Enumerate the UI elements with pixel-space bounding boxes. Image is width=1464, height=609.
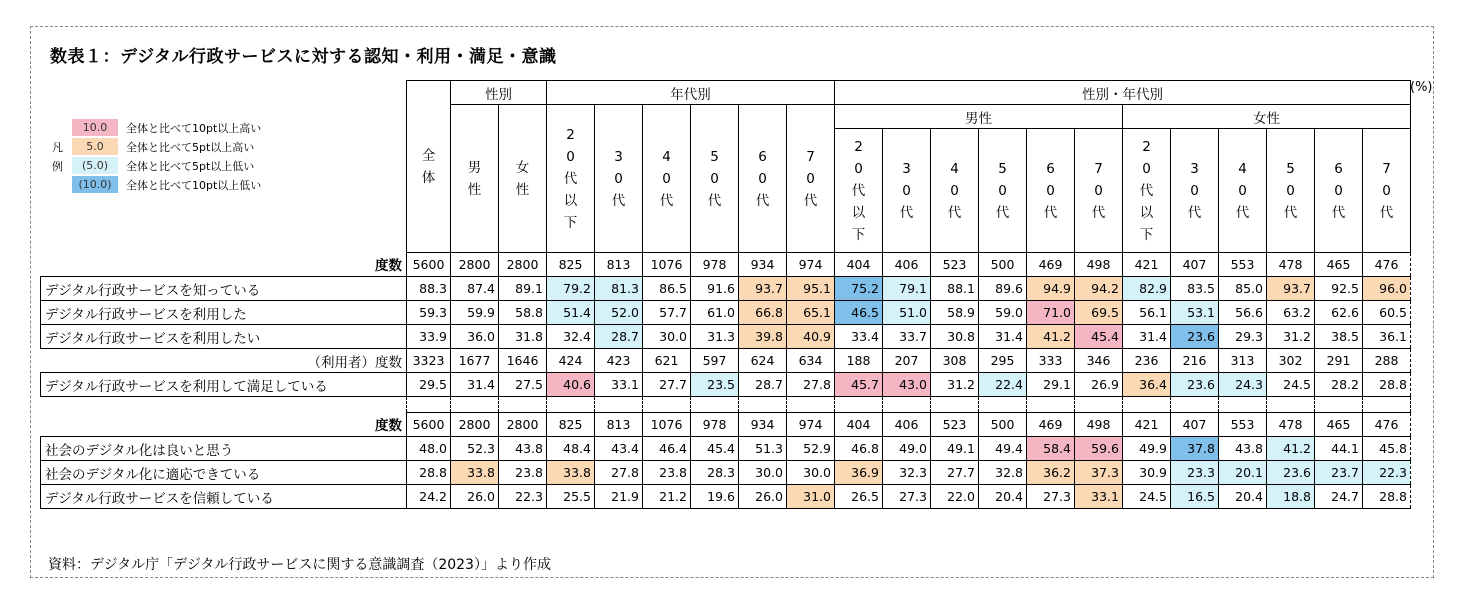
- value-cell: 82.9: [1123, 277, 1171, 301]
- value-cell: 28.3: [691, 461, 739, 485]
- value-cell: 57.7: [643, 301, 691, 325]
- table-row: [41, 349, 1411, 373]
- value-cell: 36.2: [1027, 461, 1075, 485]
- count-cell: 934: [739, 253, 787, 277]
- value-cell: 33.8: [547, 461, 595, 485]
- value-cell: 21.9: [595, 485, 643, 509]
- count-cell: 421: [1123, 253, 1171, 277]
- value-cell: 27.7: [643, 373, 691, 397]
- value-cell: 33.1: [1075, 485, 1123, 509]
- value-cell: 59.3: [407, 301, 451, 325]
- count-cell: 407: [1171, 253, 1219, 277]
- value-cell: 33.9: [407, 325, 451, 349]
- value-cell: 45.8: [1363, 437, 1411, 461]
- count-cell: 308: [931, 349, 979, 373]
- legend-text: 全体と比べて5pt以上高い: [126, 140, 255, 154]
- count-cell: 974: [787, 253, 835, 277]
- count-cell: 624: [739, 349, 787, 373]
- header-by-sex: 性別: [451, 81, 547, 105]
- table-body: [41, 253, 1411, 509]
- gap-cell: [1075, 397, 1123, 413]
- count-cell: 1076: [643, 413, 691, 437]
- value-cell: 31.4: [979, 325, 1027, 349]
- value-cell: 89.1: [499, 277, 547, 301]
- gap-cell: [835, 397, 883, 413]
- gap-cell: [739, 397, 787, 413]
- count-cell: 634: [787, 349, 835, 373]
- count-cell: 813: [595, 413, 643, 437]
- value-cell: 20.4: [979, 485, 1027, 509]
- header-male-50s: 50代: [979, 129, 1027, 253]
- value-cell: 20.1: [1219, 461, 1267, 485]
- value-cell: 43.4: [595, 437, 643, 461]
- value-cell: 65.1: [787, 301, 835, 325]
- gap-cell: [691, 397, 739, 413]
- count-cell: 5600: [407, 253, 451, 277]
- value-cell: 28.2: [1315, 373, 1363, 397]
- value-cell: 23.8: [643, 461, 691, 485]
- header-sex-female: 女性: [499, 105, 547, 253]
- value-cell: 56.1: [1123, 301, 1171, 325]
- legend-label-top: 凡: [52, 140, 63, 154]
- value-cell: 59.6: [1075, 437, 1123, 461]
- unit-label: (%): [1410, 80, 1433, 95]
- gap-cell: [451, 397, 499, 413]
- value-cell: 59.9: [451, 301, 499, 325]
- header-age-30s: 30代: [595, 105, 643, 253]
- gap-cell: [1315, 397, 1363, 413]
- count-cell: 934: [739, 413, 787, 437]
- count-cell: 813: [595, 253, 643, 277]
- header-age-40s: 40代: [643, 105, 691, 253]
- count-row-label: 度数: [375, 258, 402, 275]
- value-cell: 43.0: [883, 373, 931, 397]
- value-cell: 40.9: [787, 325, 835, 349]
- value-cell: 31.2: [931, 373, 979, 397]
- value-cell: 62.6: [1315, 301, 1363, 325]
- value-cell: 79.2: [547, 277, 595, 301]
- count-cell: 2800: [451, 253, 499, 277]
- value-cell: 88.1: [931, 277, 979, 301]
- value-cell: 51.4: [547, 301, 595, 325]
- value-cell: 37.8: [1171, 437, 1219, 461]
- value-cell: 92.5: [1315, 277, 1363, 301]
- value-cell: 91.6: [691, 277, 739, 301]
- value-cell: 36.1: [1363, 325, 1411, 349]
- count-cell: 404: [835, 413, 883, 437]
- legend-text: 全体と比べて10pt以上低い: [126, 178, 262, 192]
- header-female-70s: 70代: [1363, 129, 1411, 253]
- value-cell: 32.4: [547, 325, 595, 349]
- value-cell: 56.6: [1219, 301, 1267, 325]
- value-cell: 88.3: [407, 277, 451, 301]
- table-row: [41, 277, 1411, 301]
- header-female-20s: 20代以下: [1123, 129, 1171, 253]
- value-cell: 38.5: [1315, 325, 1363, 349]
- value-cell: 31.4: [1123, 325, 1171, 349]
- value-cell: 23.6: [1171, 325, 1219, 349]
- table-row: [41, 301, 1411, 325]
- gap-cell: [787, 397, 835, 413]
- value-cell: 89.6: [979, 277, 1027, 301]
- value-cell: 21.2: [643, 485, 691, 509]
- value-cell: 28.8: [1363, 485, 1411, 509]
- count-cell: 469: [1027, 253, 1075, 277]
- header-male-70s: 70代: [1075, 129, 1123, 253]
- value-cell: 52.0: [595, 301, 643, 325]
- value-cell: 45.7: [835, 373, 883, 397]
- value-cell: 45.4: [1075, 325, 1123, 349]
- value-cell: 39.8: [739, 325, 787, 349]
- value-cell: 66.8: [739, 301, 787, 325]
- value-cell: 22.4: [979, 373, 1027, 397]
- value-cell: 18.8: [1267, 485, 1315, 509]
- value-cell: 36.9: [835, 461, 883, 485]
- count-cell: 465: [1315, 253, 1363, 277]
- legend-text: 全体と比べて5pt以上低い: [126, 159, 255, 173]
- value-cell: 23.7: [1315, 461, 1363, 485]
- header-female: 女性: [1123, 105, 1411, 129]
- count-cell: 5600: [407, 413, 451, 437]
- value-cell: 87.4: [451, 277, 499, 301]
- legend-chip: (10.0): [72, 176, 118, 193]
- value-cell: 52.3: [451, 437, 499, 461]
- gap-cell: [547, 397, 595, 413]
- value-cell: 31.8: [499, 325, 547, 349]
- count-cell: 333: [1027, 349, 1075, 373]
- table-row: [41, 461, 1411, 485]
- figure-title: 数表１：デジタル行政サービスに対する認知・利用・満足・意識: [50, 47, 557, 67]
- gap-cell: [931, 397, 979, 413]
- table-row: [41, 373, 1411, 397]
- value-cell: 43.8: [1219, 437, 1267, 461]
- value-cell: 27.3: [883, 485, 931, 509]
- gap-cell: [1123, 397, 1171, 413]
- count-cell: 469: [1027, 413, 1075, 437]
- value-cell: 46.8: [835, 437, 883, 461]
- count-cell: 421: [1123, 413, 1171, 437]
- header-male-60s: 60代: [1027, 129, 1075, 253]
- count-cell: 216: [1171, 349, 1219, 373]
- value-cell: 28.7: [739, 373, 787, 397]
- count-cell: 288: [1363, 349, 1411, 373]
- count-cell: 1677: [451, 349, 499, 373]
- table-row: [41, 413, 1411, 437]
- count-cell: 2800: [499, 413, 547, 437]
- row-label: デジタル行政サービスを利用した: [41, 301, 407, 325]
- value-cell: 27.3: [1027, 485, 1075, 509]
- value-cell: 30.0: [787, 461, 835, 485]
- value-cell: 60.5: [1363, 301, 1411, 325]
- row-label: デジタル行政サービスを利用したい: [41, 325, 407, 349]
- count-cell: 974: [787, 413, 835, 437]
- count-cell: 406: [883, 253, 931, 277]
- header-female-40s: 40代: [1219, 129, 1267, 253]
- value-cell: 33.1: [595, 373, 643, 397]
- value-cell: 32.3: [883, 461, 931, 485]
- value-cell: 33.7: [883, 325, 931, 349]
- value-cell: 96.0: [1363, 277, 1411, 301]
- count-cell: 553: [1219, 413, 1267, 437]
- value-cell: 32.8: [979, 461, 1027, 485]
- count-cell: 978: [691, 413, 739, 437]
- value-cell: 27.7: [931, 461, 979, 485]
- gap-cell: [1171, 397, 1219, 413]
- value-cell: 23.5: [691, 373, 739, 397]
- count-cell: 825: [547, 413, 595, 437]
- value-cell: 71.0: [1027, 301, 1075, 325]
- count-row-label: （利用者）度数: [307, 354, 402, 371]
- value-cell: 22.3: [499, 485, 547, 509]
- value-cell: 26.5: [835, 485, 883, 509]
- value-cell: 28.8: [1363, 373, 1411, 397]
- value-cell: 49.4: [979, 437, 1027, 461]
- value-cell: 22.0: [931, 485, 979, 509]
- row-label: 社会のデジタル化は良いと思う: [41, 437, 407, 461]
- header-age-20s: 20代以下: [547, 105, 595, 253]
- count-cell: 302: [1267, 349, 1315, 373]
- count-cell: 236: [1123, 349, 1171, 373]
- header-age-50s: 50代: [691, 105, 739, 253]
- value-cell: 33.8: [451, 461, 499, 485]
- header-age-60s: 60代: [739, 105, 787, 253]
- count-cell: 478: [1267, 413, 1315, 437]
- value-cell: 24.3: [1219, 373, 1267, 397]
- count-cell: 207: [883, 349, 931, 373]
- count-cell: 407: [1171, 413, 1219, 437]
- gap-cell: [41, 397, 407, 413]
- value-cell: 83.5: [1171, 277, 1219, 301]
- table-row: [41, 325, 1411, 349]
- value-cell: 24.5: [1123, 485, 1171, 509]
- value-cell: 59.0: [979, 301, 1027, 325]
- value-cell: 31.4: [451, 373, 499, 397]
- value-cell: 58.4: [1027, 437, 1075, 461]
- row-label: デジタル行政サービスを信頼している: [41, 485, 407, 509]
- header-by-age: 年代別: [547, 81, 835, 105]
- value-cell: 53.1: [1171, 301, 1219, 325]
- gap-cell: [1363, 397, 1411, 413]
- value-cell: 81.3: [595, 277, 643, 301]
- header-by-sex-age: 性別・年代別: [835, 81, 1411, 105]
- header-age-70s: 70代: [787, 105, 835, 253]
- value-cell: 29.3: [1219, 325, 1267, 349]
- legend-label-bottom: 例: [52, 159, 63, 173]
- header-female-50s: 50代: [1267, 129, 1315, 253]
- table-gap-row: [41, 397, 1411, 413]
- count-cell: 498: [1075, 413, 1123, 437]
- gap-cell: [979, 397, 1027, 413]
- row-label: デジタル行政サービスを利用して満足している: [41, 373, 407, 397]
- value-cell: 49.1: [931, 437, 979, 461]
- value-cell: 36.0: [451, 325, 499, 349]
- count-cell: 346: [1075, 349, 1123, 373]
- value-cell: 30.8: [931, 325, 979, 349]
- count-cell: 188: [835, 349, 883, 373]
- value-cell: 28.8: [407, 461, 451, 485]
- header-male-20s: 20代以下: [835, 129, 883, 253]
- gap-cell: [643, 397, 691, 413]
- table-row: [41, 437, 1411, 461]
- legend-chip: 10.0: [72, 119, 118, 136]
- value-cell: 23.6: [1267, 461, 1315, 485]
- value-cell: 61.0: [691, 301, 739, 325]
- value-cell: 85.0: [1219, 277, 1267, 301]
- count-cell: 406: [883, 413, 931, 437]
- header-female-30s: 30代: [1171, 129, 1219, 253]
- value-cell: 23.8: [499, 461, 547, 485]
- value-cell: 29.5: [407, 373, 451, 397]
- count-cell: 423: [595, 349, 643, 373]
- value-cell: 31.2: [1267, 325, 1315, 349]
- value-cell: 51.3: [739, 437, 787, 461]
- count-cell: 313: [1219, 349, 1267, 373]
- value-cell: 93.7: [739, 277, 787, 301]
- value-cell: 30.0: [643, 325, 691, 349]
- count-cell: 291: [1315, 349, 1363, 373]
- value-cell: 95.1: [787, 277, 835, 301]
- header-total: 全体: [407, 81, 451, 253]
- value-cell: 49.0: [883, 437, 931, 461]
- count-cell: 2800: [499, 253, 547, 277]
- value-cell: 40.6: [547, 373, 595, 397]
- value-cell: 86.5: [643, 277, 691, 301]
- header-male: 男性: [835, 105, 1123, 129]
- gap-cell: [407, 397, 451, 413]
- value-cell: 24.2: [407, 485, 451, 509]
- value-cell: 37.3: [1075, 461, 1123, 485]
- value-cell: 46.5: [835, 301, 883, 325]
- value-cell: 27.8: [787, 373, 835, 397]
- value-cell: 29.1: [1027, 373, 1075, 397]
- value-cell: 26.9: [1075, 373, 1123, 397]
- value-cell: 27.5: [499, 373, 547, 397]
- value-cell: 25.5: [547, 485, 595, 509]
- legend-text: 全体と比べて10pt以上高い: [126, 121, 262, 135]
- value-cell: 26.0: [739, 485, 787, 509]
- value-cell: 45.4: [691, 437, 739, 461]
- value-cell: 31.3: [691, 325, 739, 349]
- value-cell: 22.3: [1363, 461, 1411, 485]
- count-cell: 621: [643, 349, 691, 373]
- value-cell: 27.8: [595, 461, 643, 485]
- value-cell: 44.1: [1315, 437, 1363, 461]
- table-row: [41, 485, 1411, 509]
- data-table: [40, 80, 1411, 509]
- value-cell: 58.9: [931, 301, 979, 325]
- value-cell: 24.7: [1315, 485, 1363, 509]
- gap-cell: [499, 397, 547, 413]
- source-note: 資料：デジタル庁「デジタル行政サービスに関する意識調査（2023）」より作成: [48, 557, 551, 573]
- value-cell: 26.0: [451, 485, 499, 509]
- count-cell: 1076: [643, 253, 691, 277]
- value-cell: 63.2: [1267, 301, 1315, 325]
- count-cell: 597: [691, 349, 739, 373]
- row-label: 社会のデジタル化に適応できている: [41, 461, 407, 485]
- count-cell: 476: [1363, 413, 1411, 437]
- value-cell: 48.0: [407, 437, 451, 461]
- value-cell: 23.3: [1171, 461, 1219, 485]
- count-cell: 978: [691, 253, 739, 277]
- count-cell: 3323: [407, 349, 451, 373]
- value-cell: 94.2: [1075, 277, 1123, 301]
- value-cell: 36.4: [1123, 373, 1171, 397]
- count-cell: 404: [835, 253, 883, 277]
- table-row: [41, 253, 1411, 277]
- count-cell: 465: [1315, 413, 1363, 437]
- count-row-label: 度数: [375, 418, 402, 435]
- value-cell: 41.2: [1267, 437, 1315, 461]
- header-male-30s: 30代: [883, 129, 931, 253]
- count-cell: 295: [979, 349, 1027, 373]
- value-cell: 43.8: [499, 437, 547, 461]
- value-cell: 16.5: [1171, 485, 1219, 509]
- value-cell: 93.7: [1267, 277, 1315, 301]
- count-cell: 424: [547, 349, 595, 373]
- value-cell: 30.9: [1123, 461, 1171, 485]
- count-cell: 523: [931, 253, 979, 277]
- value-cell: 94.9: [1027, 277, 1075, 301]
- count-cell: 825: [547, 253, 595, 277]
- count-cell: 2800: [451, 413, 499, 437]
- value-cell: 46.4: [643, 437, 691, 461]
- gap-cell: [883, 397, 931, 413]
- count-cell: 500: [979, 413, 1027, 437]
- legend-chip: (5.0): [72, 157, 118, 174]
- value-cell: 23.6: [1171, 373, 1219, 397]
- count-cell: 523: [931, 413, 979, 437]
- row-label: デジタル行政サービスを知っている: [41, 277, 407, 301]
- value-cell: 75.2: [835, 277, 883, 301]
- gap-cell: [595, 397, 643, 413]
- value-cell: 41.2: [1027, 325, 1075, 349]
- count-cell: 1646: [499, 349, 547, 373]
- value-cell: 28.7: [595, 325, 643, 349]
- count-cell: 500: [979, 253, 1027, 277]
- value-cell: 24.5: [1267, 373, 1315, 397]
- value-cell: 49.9: [1123, 437, 1171, 461]
- count-cell: 478: [1267, 253, 1315, 277]
- value-cell: 58.8: [499, 301, 547, 325]
- count-cell: 553: [1219, 253, 1267, 277]
- count-cell: 498: [1075, 253, 1123, 277]
- value-cell: 79.1: [883, 277, 931, 301]
- gap-cell: [1219, 397, 1267, 413]
- value-cell: 51.0: [883, 301, 931, 325]
- value-cell: 19.6: [691, 485, 739, 509]
- value-cell: 48.4: [547, 437, 595, 461]
- header-male-40s: 40代: [931, 129, 979, 253]
- count-cell: 476: [1363, 253, 1411, 277]
- gap-cell: [1027, 397, 1075, 413]
- value-cell: 69.5: [1075, 301, 1123, 325]
- value-cell: 33.4: [835, 325, 883, 349]
- value-cell: 30.0: [739, 461, 787, 485]
- value-cell: 20.4: [1219, 485, 1267, 509]
- header-female-60s: 60代: [1315, 129, 1363, 253]
- gap-cell: [1267, 397, 1315, 413]
- header-sex-male: 男性: [451, 105, 499, 253]
- value-cell: 31.0: [787, 485, 835, 509]
- value-cell: 52.9: [787, 437, 835, 461]
- legend-chip: 5.0: [72, 138, 118, 155]
